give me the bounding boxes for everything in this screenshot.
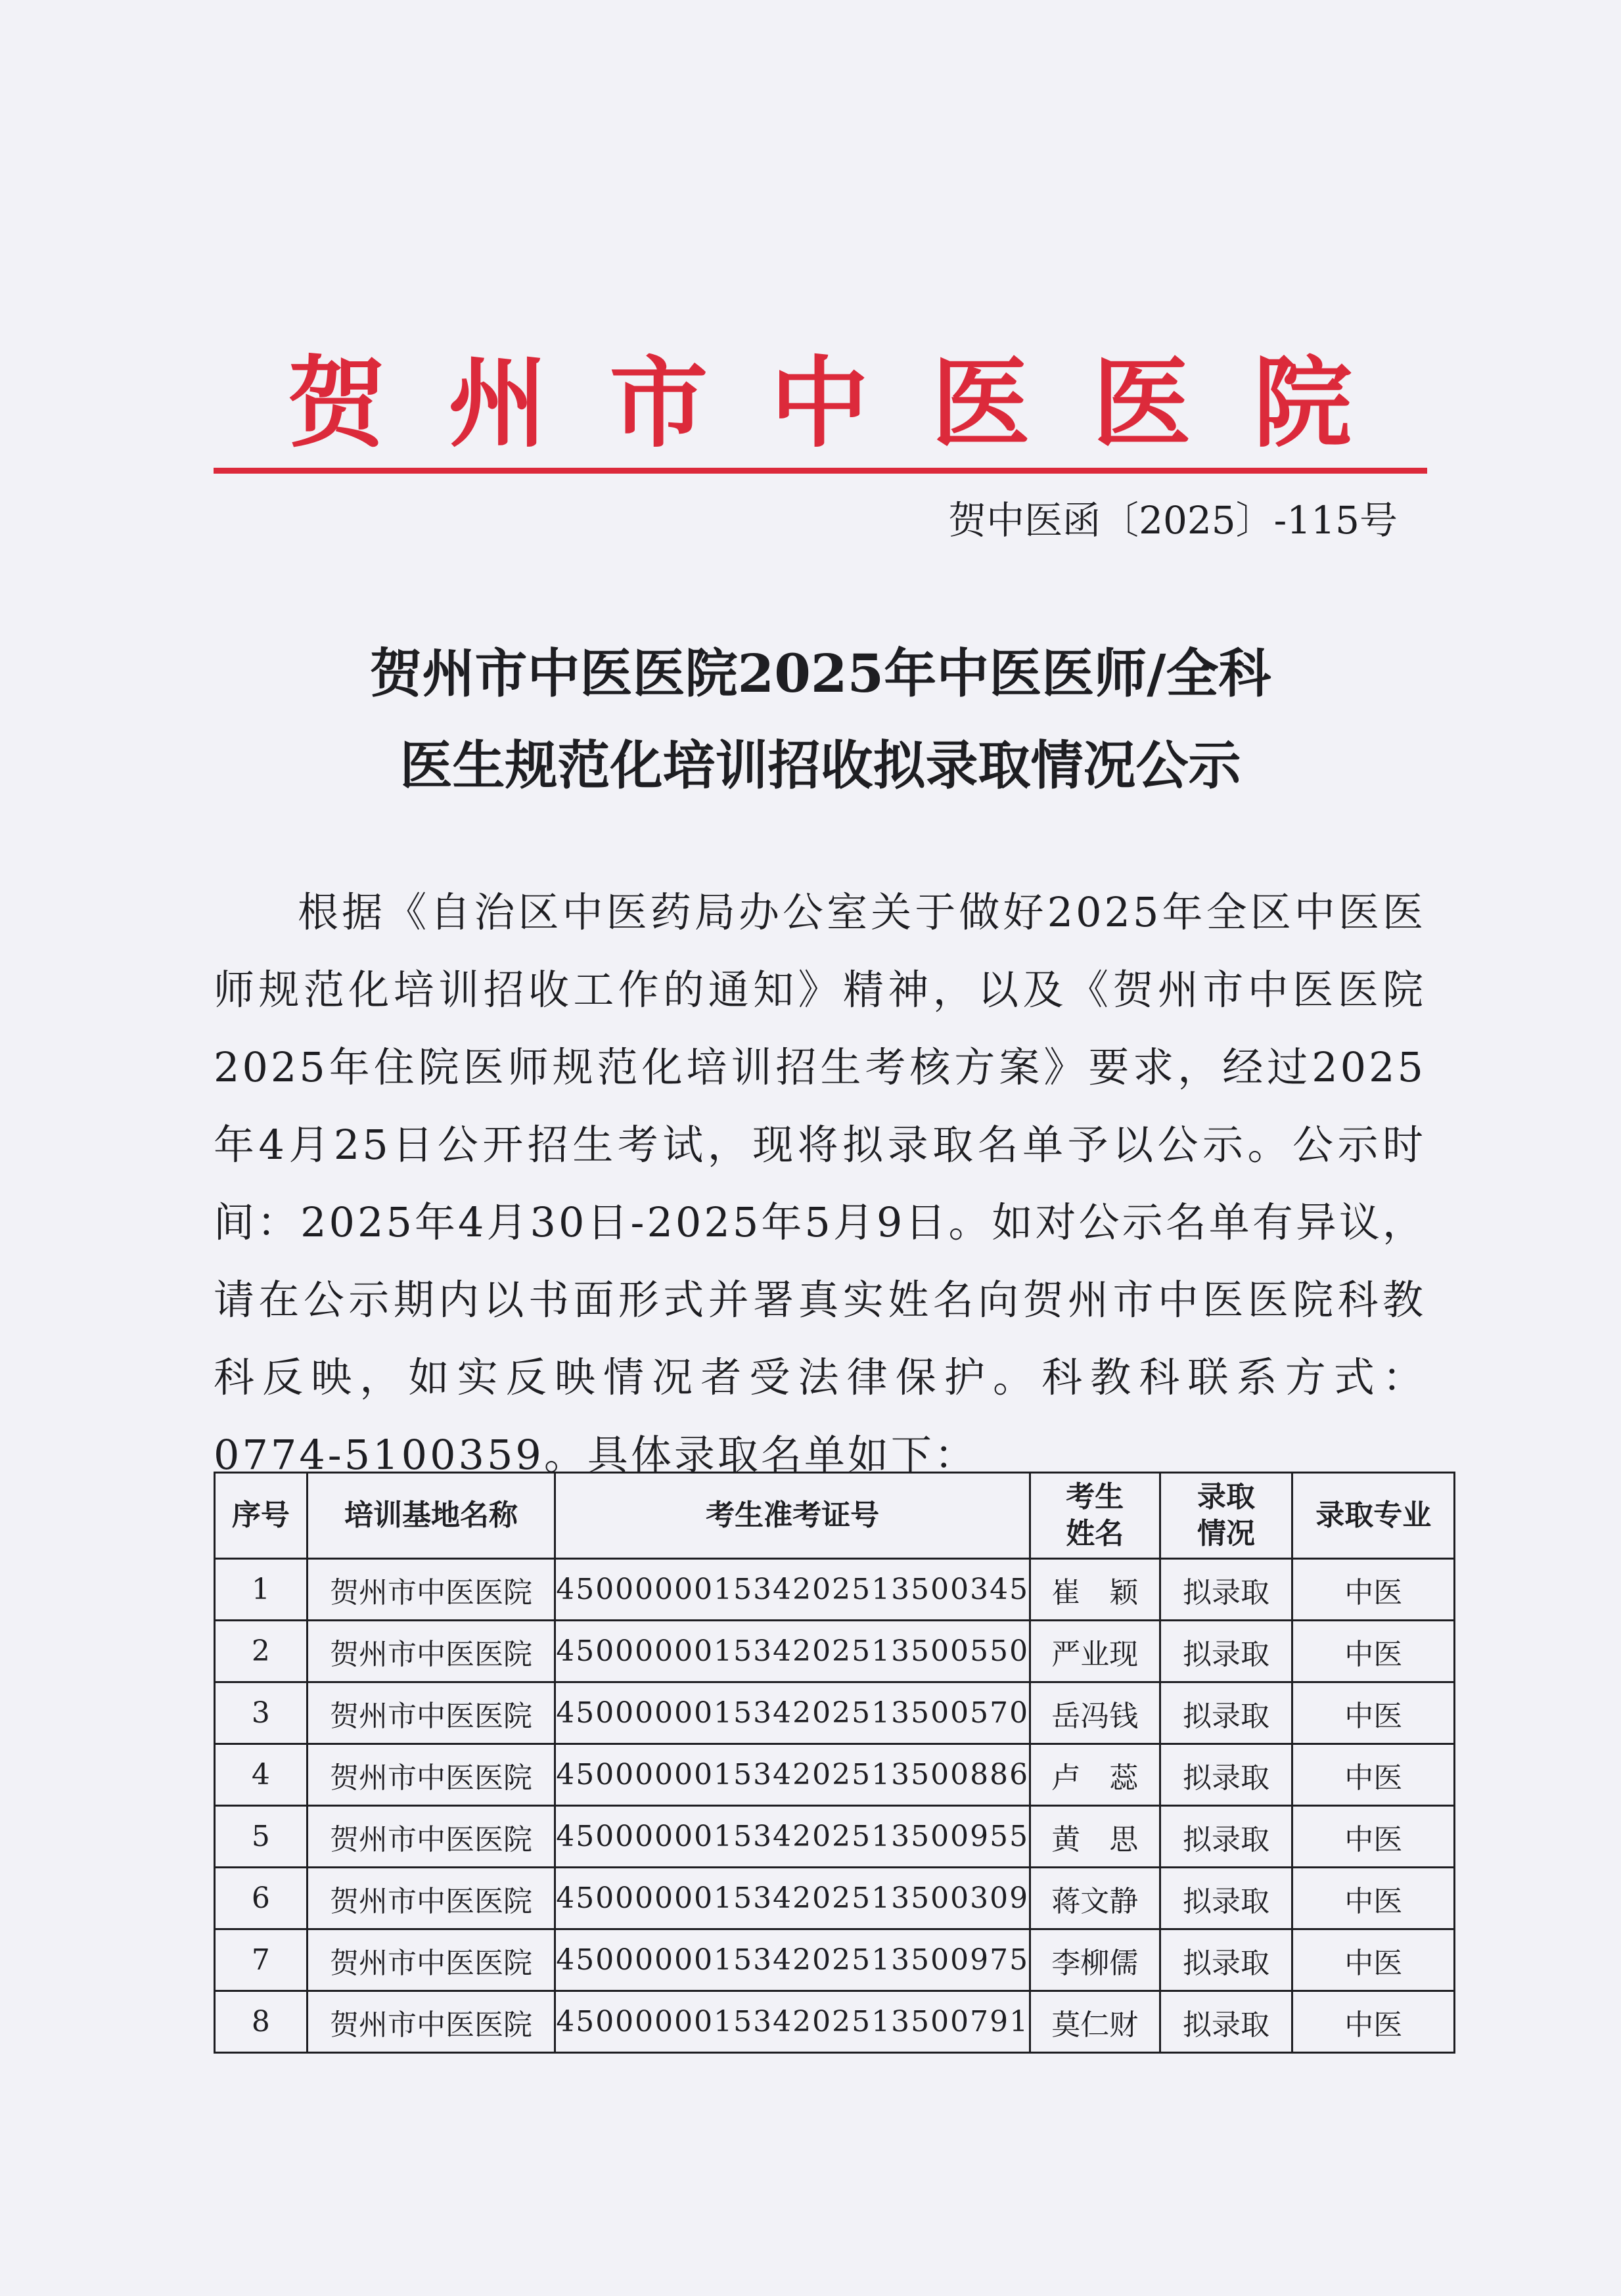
cell-index: 5: [215, 1806, 308, 1868]
header-major: 录取专业: [1292, 1473, 1455, 1559]
cell-status: 拟录取: [1160, 1806, 1292, 1868]
cell-exam-id: 450000001534202513500345: [555, 1559, 1030, 1621]
title-line-1: 贺州市中医医院2025年中医医师/全科: [369, 642, 1271, 704]
cell-exam-id: 450000001534202513500550: [555, 1621, 1030, 1682]
cell-name: 黄 思: [1030, 1806, 1160, 1868]
document-title: [214, 627, 1427, 811]
cell-name: 卢 蕊: [1030, 1744, 1160, 1806]
table-row: [215, 1744, 1455, 1806]
cell-major: 中医: [1292, 1559, 1455, 1621]
cell-base: 贺州市中医医院: [307, 1991, 555, 2053]
cell-name: 莫仁财: [1030, 1991, 1160, 2053]
header-name: 考生姓名: [1030, 1473, 1160, 1559]
cell-index: 3: [215, 1682, 308, 1744]
cell-major: 中医: [1292, 1744, 1455, 1806]
cell-base: 贺州市中医医院: [307, 1744, 555, 1806]
body-paragraph: 根据《自治区中医药局办公室关于做好2025年全区中医医师规范化培训招收工作的通知》精神，以及《贺州市中医医院2025年住院医师规范化培训招生考核方案》要求，经过2025年4月25日公开招生考试，现将拟录取名单予以公示。公示时间：2025年4月30日-2025年5月9日。如对公示名单有异议，请在公示期内以书面形式并署真实姓名向贺州市中医医院科教科反映，如实反映情况者受法律保护。科教科联系方式：0774-5100359。具体录取名单如下：: [214, 888, 1426, 1479]
table-row: [215, 1621, 1455, 1682]
cell-base: 贺州市中医医院: [307, 1929, 555, 1991]
cell-index: 4: [215, 1744, 308, 1806]
cell-index: 6: [215, 1868, 308, 1929]
table-row: [215, 1868, 1455, 1929]
table-row: [215, 1991, 1455, 2053]
cell-major: 中医: [1292, 1868, 1455, 1929]
table-row: [215, 1929, 1455, 1991]
cell-base: 贺州市中医医院: [307, 1559, 555, 1621]
cell-status: 拟录取: [1160, 1682, 1292, 1744]
cell-name: 蒋文静: [1030, 1868, 1160, 1929]
cell-base: 贺州市中医医院: [307, 1868, 555, 1929]
cell-major: 中医: [1292, 1806, 1455, 1868]
cell-index: 8: [215, 1991, 308, 2053]
cell-status: 拟录取: [1160, 1929, 1292, 1991]
header-exam-id: 考生准考证号: [555, 1473, 1030, 1559]
cell-major: 中医: [1292, 1621, 1455, 1682]
document-number: 贺中医函〔2025〕-115号: [948, 498, 1398, 543]
cell-name: 崔 颖: [1030, 1559, 1160, 1621]
cell-exam-id: 450000001534202513500955: [555, 1806, 1030, 1868]
table-row: [215, 1682, 1455, 1744]
cell-exam-id: 450000001534202513500570: [555, 1682, 1030, 1744]
cell-status: 拟录取: [1160, 1991, 1292, 2053]
cell-base: 贺州市中医医院: [307, 1806, 555, 1868]
cell-major: 中医: [1292, 1682, 1455, 1744]
cell-name: 岳冯钱: [1030, 1682, 1160, 1744]
cell-index: 2: [215, 1621, 308, 1682]
cell-name: 李柳儒: [1030, 1929, 1160, 1991]
cell-index: 7: [215, 1929, 308, 1991]
cell-exam-id: 450000001534202513500309: [555, 1868, 1030, 1929]
header-status: 录取情况: [1160, 1473, 1292, 1559]
table-row: [215, 1806, 1455, 1868]
org-letterhead: 贺州市中医医院: [287, 347, 1415, 461]
letterhead-rule: [214, 468, 1427, 474]
cell-base: 贺州市中医医院: [307, 1621, 555, 1682]
cell-exam-id: 450000001534202513500975: [555, 1929, 1030, 1991]
table-row: [215, 1559, 1455, 1621]
header-index: 序号: [215, 1473, 308, 1559]
cell-status: 拟录取: [1160, 1744, 1292, 1806]
cell-exam-id: 450000001534202513500886: [555, 1744, 1030, 1806]
cell-major: 中医: [1292, 1991, 1455, 2053]
title-line-2: 医生规范化培训招收拟录取情况公示: [400, 734, 1241, 796]
cell-index: 1: [215, 1559, 308, 1621]
cell-exam-id: 450000001534202513500791: [555, 1991, 1030, 2053]
cell-name: 严业现: [1030, 1621, 1160, 1682]
cell-status: 拟录取: [1160, 1868, 1292, 1929]
header-base: 培训基地名称: [307, 1473, 555, 1559]
cell-status: 拟录取: [1160, 1621, 1292, 1682]
cell-major: 中医: [1292, 1929, 1455, 1991]
table-header-row: [215, 1473, 1455, 1559]
cell-status: 拟录取: [1160, 1559, 1292, 1621]
cell-base: 贺州市中医医院: [307, 1682, 555, 1744]
admission-table: [214, 1472, 1455, 2054]
